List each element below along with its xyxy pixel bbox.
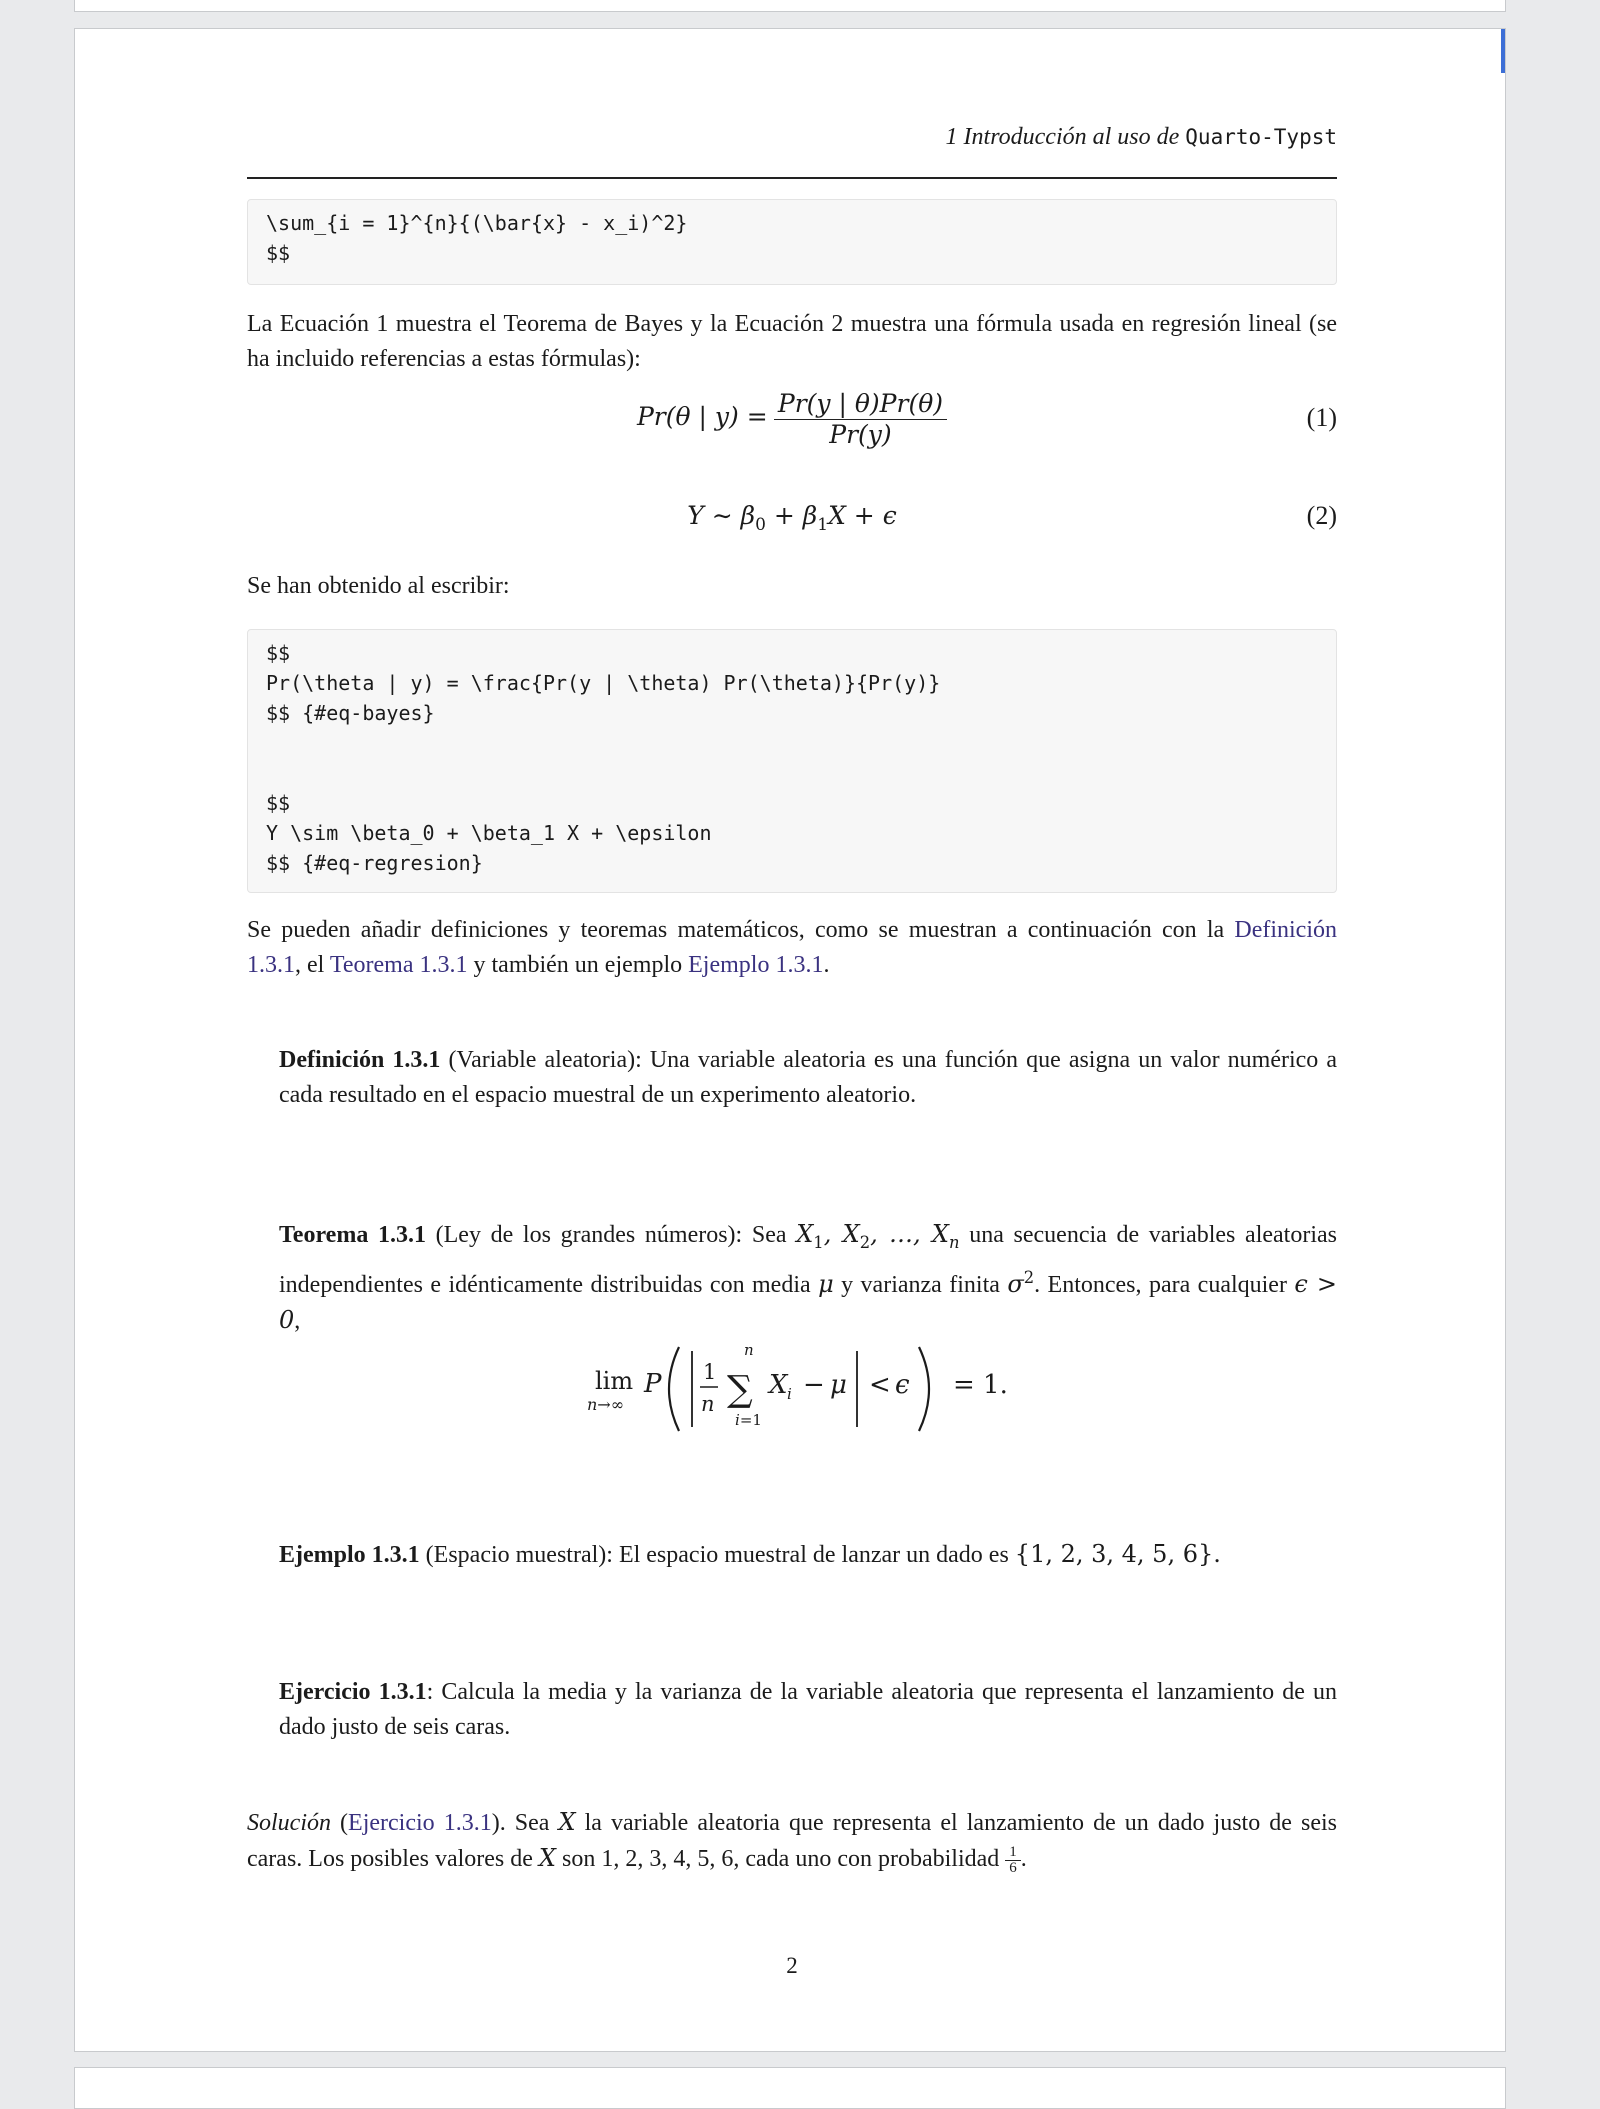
- definition-title: (Variable aleatoria):: [440, 1047, 650, 1073]
- solution-block: Solución (Ejercicio 1.3.1). Sea X la variable aleatoria que representa el lanzamiento de un dado justo de seis caras. Los posibles valores de X son 1, 2, 3, 4, 5, 6, cada uno con probabilidad $\frac{1}{6}$ .: [247, 1808, 1337, 1876]
- link-teorema[interactable]: Teorema 1.3.1: [329, 952, 468, 978]
- previous-page-edge: [74, 0, 1506, 12]
- text-run: la variable aleatoria que representa el lanzamiento de un dado justo de seis caras. Los posibles valores de: [247, 1810, 1337, 1872]
- example-title: (Espacio muestral):: [419, 1542, 619, 1568]
- document-page: [74, 28, 1506, 2052]
- theorem-sigma: $\sigma^2$: [1007, 1267, 1035, 1298]
- svg-text:∑: ∑: [727, 1369, 753, 1410]
- equation-regression-expr: Y ∼ $\beta_0 + \beta_1X + \epsilon$: [687, 501, 897, 535]
- solution-label: Solución: [247, 1810, 331, 1836]
- solution-x: X: [558, 1808, 576, 1836]
- equation-fraction: [774, 389, 947, 450]
- equation-bayes-expr: [247, 389, 1337, 450]
- solution-x: X: [538, 1844, 557, 1872]
- header-title: [946, 124, 1337, 151]
- intro-paragraph: La Ecuación 1 muestra el Teorema de Bayes y la Ecuación 2 muestra una fórmula usada en regresión lineal (se ha incluido referencias a estas fórmulas):: [247, 311, 1337, 372]
- text-run: ,: [294, 1307, 301, 1334]
- exercise-block: [279, 1675, 1337, 1745]
- header-chapter: 1 Introducción al uso de: [945, 124, 1180, 150]
- code-line: $$: [266, 241, 291, 265]
- code-line: $$ {#eq-regresion}: [266, 851, 483, 875]
- link-definicion[interactable]: Definición 1.3.1: [247, 917, 1337, 978]
- theorem-mu: μ: [818, 1269, 834, 1298]
- text-run: Sea: [751, 1222, 797, 1248]
- scroll-indicator[interactable]: [1501, 29, 1505, 73]
- svg-text:i=1: i=1: [735, 1411, 762, 1429]
- code-line: $$: [266, 641, 291, 665]
- next-page-edge: [74, 2067, 1506, 2109]
- code-line: $$: [266, 791, 291, 815]
- code-line: $$ {#eq-bayes}: [266, 701, 435, 725]
- exercise-label: Ejercicio 1.3.1: [279, 1679, 427, 1705]
- example-set: {1, 2, 3, 4, 5, 6}.: [1014, 1540, 1221, 1568]
- svg-text:lim: lim: [595, 1367, 634, 1395]
- text-run: una secuencia de variables aleatorias independientes e idénticamente distribuidas con media: [279, 1222, 1338, 1298]
- svg-text:i: i: [787, 1385, 792, 1403]
- fraction-denominator: Pr(y): [829, 420, 892, 449]
- exercise-text: Calcula la media y la varianza de la variable aleatoria que representa el lanzamiento de un dado justo de seis caras.: [279, 1679, 1337, 1740]
- text-run: ). Sea: [491, 1810, 559, 1836]
- example-label: Ejemplo 1.3.1: [279, 1542, 420, 1568]
- svg-text:= 1.: = 1.: [953, 1370, 1008, 1400]
- text-run: .: [823, 952, 830, 978]
- theorem-label: Teorema 1.3.1: [279, 1222, 426, 1248]
- definition-text: Una variable aleatoria es una función que asigna un valor numérico a cada resultado en el espacio muestral de un experimento aleatorio.: [279, 1047, 1338, 1108]
- text-run: , el: [295, 952, 330, 978]
- equation-lhs: Pr(θ | y) =: [636, 402, 768, 432]
- law-of-large-numbers-formula: [247, 1337, 1337, 1437]
- svg-text:n: n: [744, 1341, 754, 1359]
- exercise-title: :: [426, 1679, 442, 1705]
- equation-number: (2): [1306, 501, 1337, 530]
- example-text: El espacio muestral de lanzar un dado es: [618, 1542, 1015, 1568]
- running-header: [247, 95, 1337, 179]
- svg-text:<: <: [869, 1370, 891, 1400]
- svg-text:n: n: [701, 1392, 715, 1416]
- page-number: 2: [786, 1953, 798, 1978]
- code-block-equations: [247, 629, 1337, 893]
- text-run: son: [556, 1846, 602, 1872]
- link-ejercicio[interactable]: Ejercicio 1.3.1: [348, 1810, 492, 1836]
- code-block-top: [247, 199, 1337, 285]
- svg-text:X: X: [769, 1370, 788, 1400]
- svg-text:1: 1: [703, 1360, 717, 1384]
- obtained-paragraph: Se han obtenido al escribir:: [247, 573, 510, 599]
- svg-text:−: −: [803, 1370, 825, 1400]
- code-line: Pr(\theta | y) = \frac{Pr(y | \theta) Pr(\theta)}{Pr(y)}: [266, 671, 941, 695]
- equation-number: (1): [1306, 403, 1337, 432]
- solution-values: 1, 2, 3, 4, 5, 6: [601, 1846, 734, 1872]
- text-run: y también un ejemplo: [467, 952, 689, 978]
- definitions-intro-paragraph: [247, 913, 1337, 983]
- fraction-numerator: Pr(y | θ)Pr(θ): [774, 389, 947, 420]
- theorem-epsilon: ϵ > 0: [279, 1269, 1337, 1334]
- equation-regression: [247, 501, 1337, 541]
- code-line: \sum_{i = 1}^{n}{(\bar{x} - x_i)^2}: [266, 211, 688, 235]
- text-run: , cada uno con probabilidad: [733, 1846, 1006, 1872]
- svg-text:n→∞: n→∞: [587, 1395, 625, 1414]
- equation-bayes: [247, 389, 1337, 449]
- definition-label: Definición 1.3.1: [279, 1047, 441, 1073]
- theorem-title: (Ley de los grandes números):: [425, 1222, 752, 1248]
- code-line: [266, 728, 1318, 758]
- header-tool: Quarto-Typst: [1185, 125, 1337, 149]
- code-line: [266, 758, 1318, 788]
- solution-probability: $\frac{1}{6}$: [1005, 1845, 1021, 1876]
- text-run: Se pueden añadir definiciones y teoremas matemáticos, como se muestran a continuación con la: [247, 917, 1235, 943]
- theorem-formula: [247, 1337, 1337, 1437]
- text-run: . Entonces, para cualquier: [1034, 1271, 1295, 1298]
- example-block: [279, 1537, 1337, 1573]
- theorem-block: [279, 1217, 1337, 1339]
- svg-text:P: P: [644, 1369, 662, 1399]
- code-line: Y \sim \beta_0 + \beta_1 X + \epsilon: [266, 821, 712, 845]
- link-ejemplo[interactable]: Ejemplo 1.3.1: [688, 952, 824, 978]
- text-run: y varianza finita: [833, 1271, 1008, 1298]
- svg-text:ϵ: ϵ: [895, 1370, 910, 1400]
- definition-block: [279, 1043, 1337, 1113]
- svg-text:μ: μ: [830, 1370, 847, 1400]
- theorem-sequence: $X_1$, $X_2$, …, $X_n$: [796, 1220, 960, 1252]
